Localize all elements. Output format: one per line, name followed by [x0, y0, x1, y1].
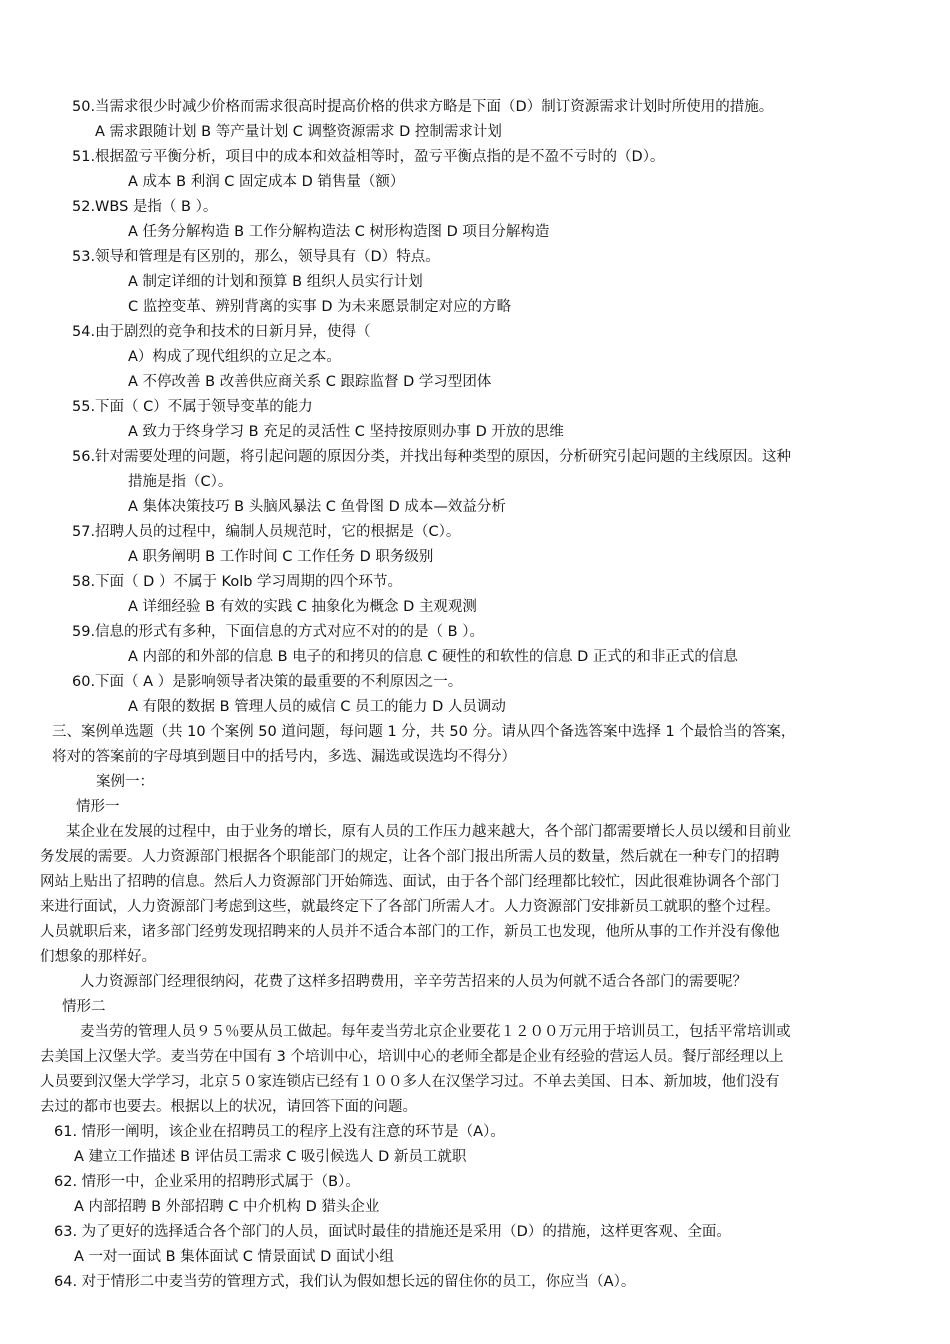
scenario2-line-2: 去美国上汉堡大学。麦当劳在中国有 3 个培训中心，培训中心的老师全都是企业有经验的营运人员。餐厅部经理以上	[40, 1049, 784, 1065]
section3-heading: 三、案例单选题（共 10 个案例 50 道问题，每问题 1 分，共 50 分。请从四个备选答案中选择 1 个最恰当的答案，	[52, 724, 796, 740]
question-55-options: A 致力于终身学习 B 充足的灵活性 C 坚持按原则办事 D 开放的思维	[128, 424, 564, 440]
question-53-options-line2: C 监控变革、辨别背离的实事 D 为未来愿景制定对应的方略	[128, 299, 512, 315]
scenario1-line-1: 某企业在发展的过程中，由于业务的增长，原有人员的工作压力越来越大，各个部门都需要增长人员以缓和目前业	[66, 824, 791, 840]
question-51-stem: 51.根据盈亏平衡分析，项目中的成本和效益相等时，盈亏平衡点指的是不盈不亏时的（D）。	[72, 149, 665, 165]
question-56-stem-line2: 措施是指（C）。	[128, 474, 233, 490]
question-54-stem-line2: A）构成了现代组织的立足之本。	[128, 349, 341, 365]
section3-heading-line2: 将对的答案前的字母填到题目中的括号内，多选、漏选或误选均不得分）	[52, 749, 516, 765]
scenario1-question: 人力资源部门经理很纳闷，花费了这样多招聘费用，辛辛劳苦招来的人员为何就不适合各部门的需要呢？	[80, 974, 747, 990]
scenario1-title: 情形一	[76, 799, 120, 815]
question-51-options: A 成本 B 利润 C 固定成本 D 销售量（额）	[128, 174, 405, 190]
question-63-options: A 一对一面试 B 集体面试 C 情景面试 D 面试小组	[74, 1249, 394, 1265]
question-57-options: A 职务阐明 B 工作时间 C 工作任务 D 职务级别	[128, 549, 434, 565]
question-58-options: A 详细经验 B 有效的实践 C 抽象化为概念 D 主观观测	[128, 599, 477, 615]
question-60-stem: 60.下面（ A ）是影响领导者决策的最重要的不利原因之一。	[72, 674, 463, 690]
scenario2-line-4: 去过的都市也要去。根据以上的状况，请回答下面的问题。	[40, 1099, 417, 1115]
question-60-options: A 有限的数据 B 管理人员的威信 C 员工的能力 D 人员调动	[128, 699, 506, 715]
scenario2-line-1: 麦当劳的管理人员９５％要从员工做起。每年麦当劳北京企业要花１２００万元用于培训员工，包括平常培训或	[80, 1024, 791, 1040]
scenario1-line-2: 务发展的需要。人力资源部门根据各个职能部门的规定，让各个部门报出所需人员的数量，然后就在一种专门的招聘	[40, 849, 780, 865]
scenario1-line-3: 网站上贴出了招聘的信息。然后人力资源部门开始筛选、面试，由于各个部门经理都比较忙，因此很难协调各个部门	[40, 874, 780, 890]
question-61-options: A 建立工作描述 B 评估员工需求 C 吸引候选人 D 新员工就职	[74, 1149, 467, 1165]
question-52-options: A 任务分解构造 B 工作分解构造法 C 树形构造图 D 项目分解构造	[128, 224, 550, 240]
question-64-stem: 64. 对于情形二中麦当劳的管理方式，我们认为假如想长远的留住你的员工，你应当（A）。	[54, 1274, 636, 1290]
question-59-options: A 内部的和外部的信息 B 电子的和拷贝的信息 C 硬性的和软性的信息 D 正式的和非正式的信息	[128, 649, 738, 665]
question-53-stem: 53.领导和管理是有区别的，那么，领导具有（D）特点。	[72, 249, 440, 265]
question-63-stem: 63. 为了更好的选择适合各个部门的人员，面试时最佳的措施还是采用（D）的措施，这样更客观、全面。	[54, 1224, 731, 1240]
question-59-stem: 59.信息的形式有多种，下面信息的方式对应不对的的是（ B ）。	[72, 624, 484, 640]
question-58-stem: 58.下面（ D ）不属于 Kolb 学习周期的四个环节。	[72, 574, 403, 590]
question-61-stem: 61. 情形一阐明，该企业在招聘员工的程序上没有注意的环节是（A）。	[54, 1124, 505, 1140]
question-54-options: A 不停改善 B 改善供应商关系 C 跟踪监督 D 学习型团体	[128, 374, 492, 390]
question-56-stem: 56.针对需要处理的问题，将引起问题的原因分类，并找出每种类型的原因，分析研究引起问题的主线原因。这种	[72, 449, 792, 465]
question-57-stem: 57.招聘人员的过程中，编制人员规范时，它的根据是（C）。	[72, 524, 461, 540]
question-56-options: A 集体决策技巧 B 头脑风暴法 C 鱼骨图 D 成本—效益分析	[128, 499, 506, 515]
question-52-stem: 52.WBS 是指（ B ）。	[72, 199, 218, 215]
question-50-stem: 50.当需求很少时减少价格而需求很高时提高价格的供求方略是下面（D）制订资源需求计划时所使用的措施。	[72, 99, 774, 115]
question-62-options: A 内部招聘 B 外部招聘 C 中介机构 D 猎头企业	[74, 1199, 380, 1215]
scenario1-line-6: 们想象的那样好。	[40, 949, 156, 965]
question-62-stem: 62. 情形一中，企业采用的招聘形式属于（B）。	[54, 1174, 360, 1190]
question-50-options: A 需求跟随计划 B 等产量计划 C 调整资源需求 D 控制需求计划	[95, 124, 502, 140]
case-title: 案例一：	[96, 774, 154, 790]
scenario2-line-3: 人员要到汉堡大学学习，北京５０家连锁店已经有１００多人在汉堡学习过。不单去美国、日本、新加坡，他们没有	[40, 1074, 780, 1090]
scenario1-line-4: 来进行面试，人力资源部门考虑到这些，就最终定下了各部门所需人才。人力资源部门安排新员工就职的整个过程。	[40, 899, 780, 915]
scenario2-title: 情形二	[62, 999, 106, 1015]
question-53-options: A 制定详细的计划和预算 B 组织人员实行计划	[128, 274, 423, 290]
scenario1-line-5: 人员就职后来，诸多部门经剪发现招聘来的人员并不适合本部门的工作，新员工也发现，他所从事的工作并没有像他	[40, 924, 780, 940]
question-54-stem: 54.由于剧烈的竞争和技术的日新月异，使得（	[72, 324, 371, 340]
question-55-stem: 55.下面（ C）不属于领导变革的能力	[72, 399, 313, 415]
